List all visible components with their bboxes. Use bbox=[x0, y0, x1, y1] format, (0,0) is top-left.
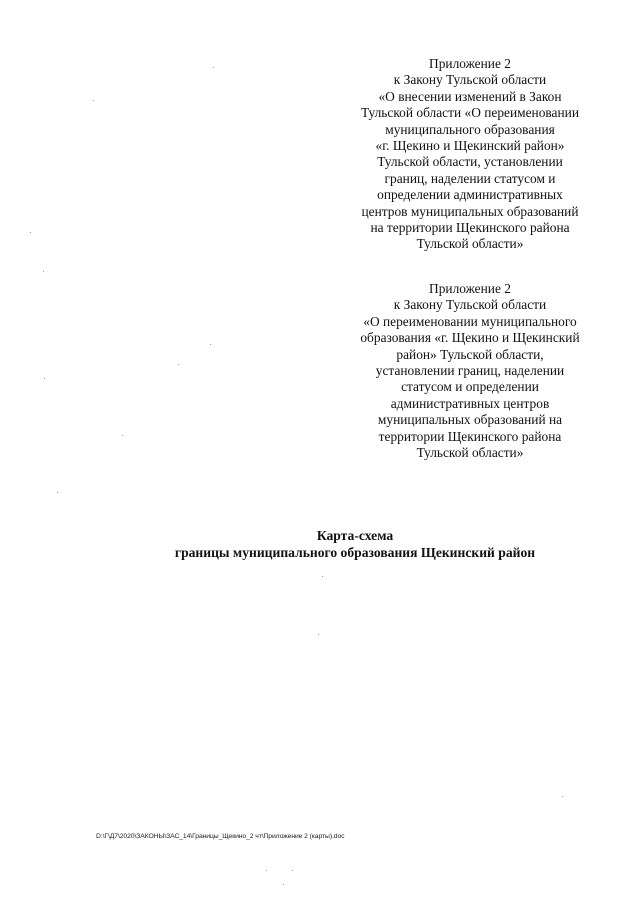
map-title bbox=[0, 527, 640, 561]
footer-file-path: D:\Г\Д7\2020\ЗАКОНЫ\ЗАС_14\Границы_Щекино_2 чт\Приложение 2 (карты).doc bbox=[96, 833, 345, 840]
appendix-header-line: Тульской области» bbox=[416, 445, 524, 461]
scan-speck bbox=[292, 870, 293, 871]
appendix-header-line: установлении границ, наделении bbox=[375, 363, 565, 379]
appendix-header-line: образования «г. Щекино и Щекинский bbox=[360, 330, 580, 346]
scan-speck bbox=[30, 232, 31, 233]
appendix-header-line: административных центров bbox=[390, 395, 550, 411]
appendix-header-line: статусом и определении bbox=[401, 379, 539, 395]
appendix-header-line: муниципального образования bbox=[385, 121, 555, 137]
appendix-header-line: «О внесении изменений в Закон bbox=[378, 88, 562, 104]
scan-speck bbox=[266, 870, 267, 871]
scan-speck bbox=[213, 67, 214, 68]
scan-speck bbox=[57, 492, 58, 493]
appendix-header-line: Тульской области» bbox=[416, 236, 524, 252]
appendix-header-line: муниципальных образований на bbox=[377, 412, 563, 428]
scan-speck bbox=[283, 884, 284, 885]
appendix-header-line: «г. Щекино и Щекинский район» bbox=[375, 138, 565, 154]
appendix-header-line: территории Щекинского района bbox=[378, 428, 562, 444]
appendix-header-line: на территории Щекинского района bbox=[370, 220, 570, 236]
map-title-subheading: границы муниципального образования Щекинский район bbox=[174, 545, 536, 560]
scan-speck bbox=[318, 634, 319, 635]
appendix-header-line: определении административных bbox=[377, 187, 563, 203]
appendix-header-line: к Закону Тульской области bbox=[393, 297, 547, 313]
appendix-header-original bbox=[330, 281, 610, 461]
appendix-header-line: к Закону Тульской области bbox=[393, 72, 547, 88]
scan-speck bbox=[122, 435, 123, 436]
appendix-header-line: границ, наделении статусом и bbox=[384, 170, 556, 186]
appendix-header-line: Тульской области «О переименовании bbox=[361, 105, 579, 121]
appendix-header-amendment bbox=[330, 56, 610, 253]
appendix-header-line: Приложение 2 bbox=[429, 56, 511, 71]
scan-speck bbox=[562, 796, 563, 797]
appendix-header-line: район» Тульской области, bbox=[396, 346, 544, 362]
map-title-heading: Карта-схема bbox=[316, 528, 394, 543]
appendix-header-line: Приложение 2 bbox=[429, 281, 511, 296]
appendix-header-line: Тульской области, установлении bbox=[377, 154, 563, 170]
scan-speck bbox=[44, 378, 45, 379]
appendix-header-line: «О переименовании муниципального bbox=[363, 313, 577, 329]
scan-speck bbox=[322, 576, 323, 577]
appendix-header-line: центров муниципальных образований bbox=[361, 203, 579, 219]
scan-speck bbox=[43, 271, 44, 272]
scan-speck bbox=[210, 344, 211, 345]
scan-speck bbox=[178, 364, 179, 365]
scan-speck bbox=[93, 100, 94, 101]
